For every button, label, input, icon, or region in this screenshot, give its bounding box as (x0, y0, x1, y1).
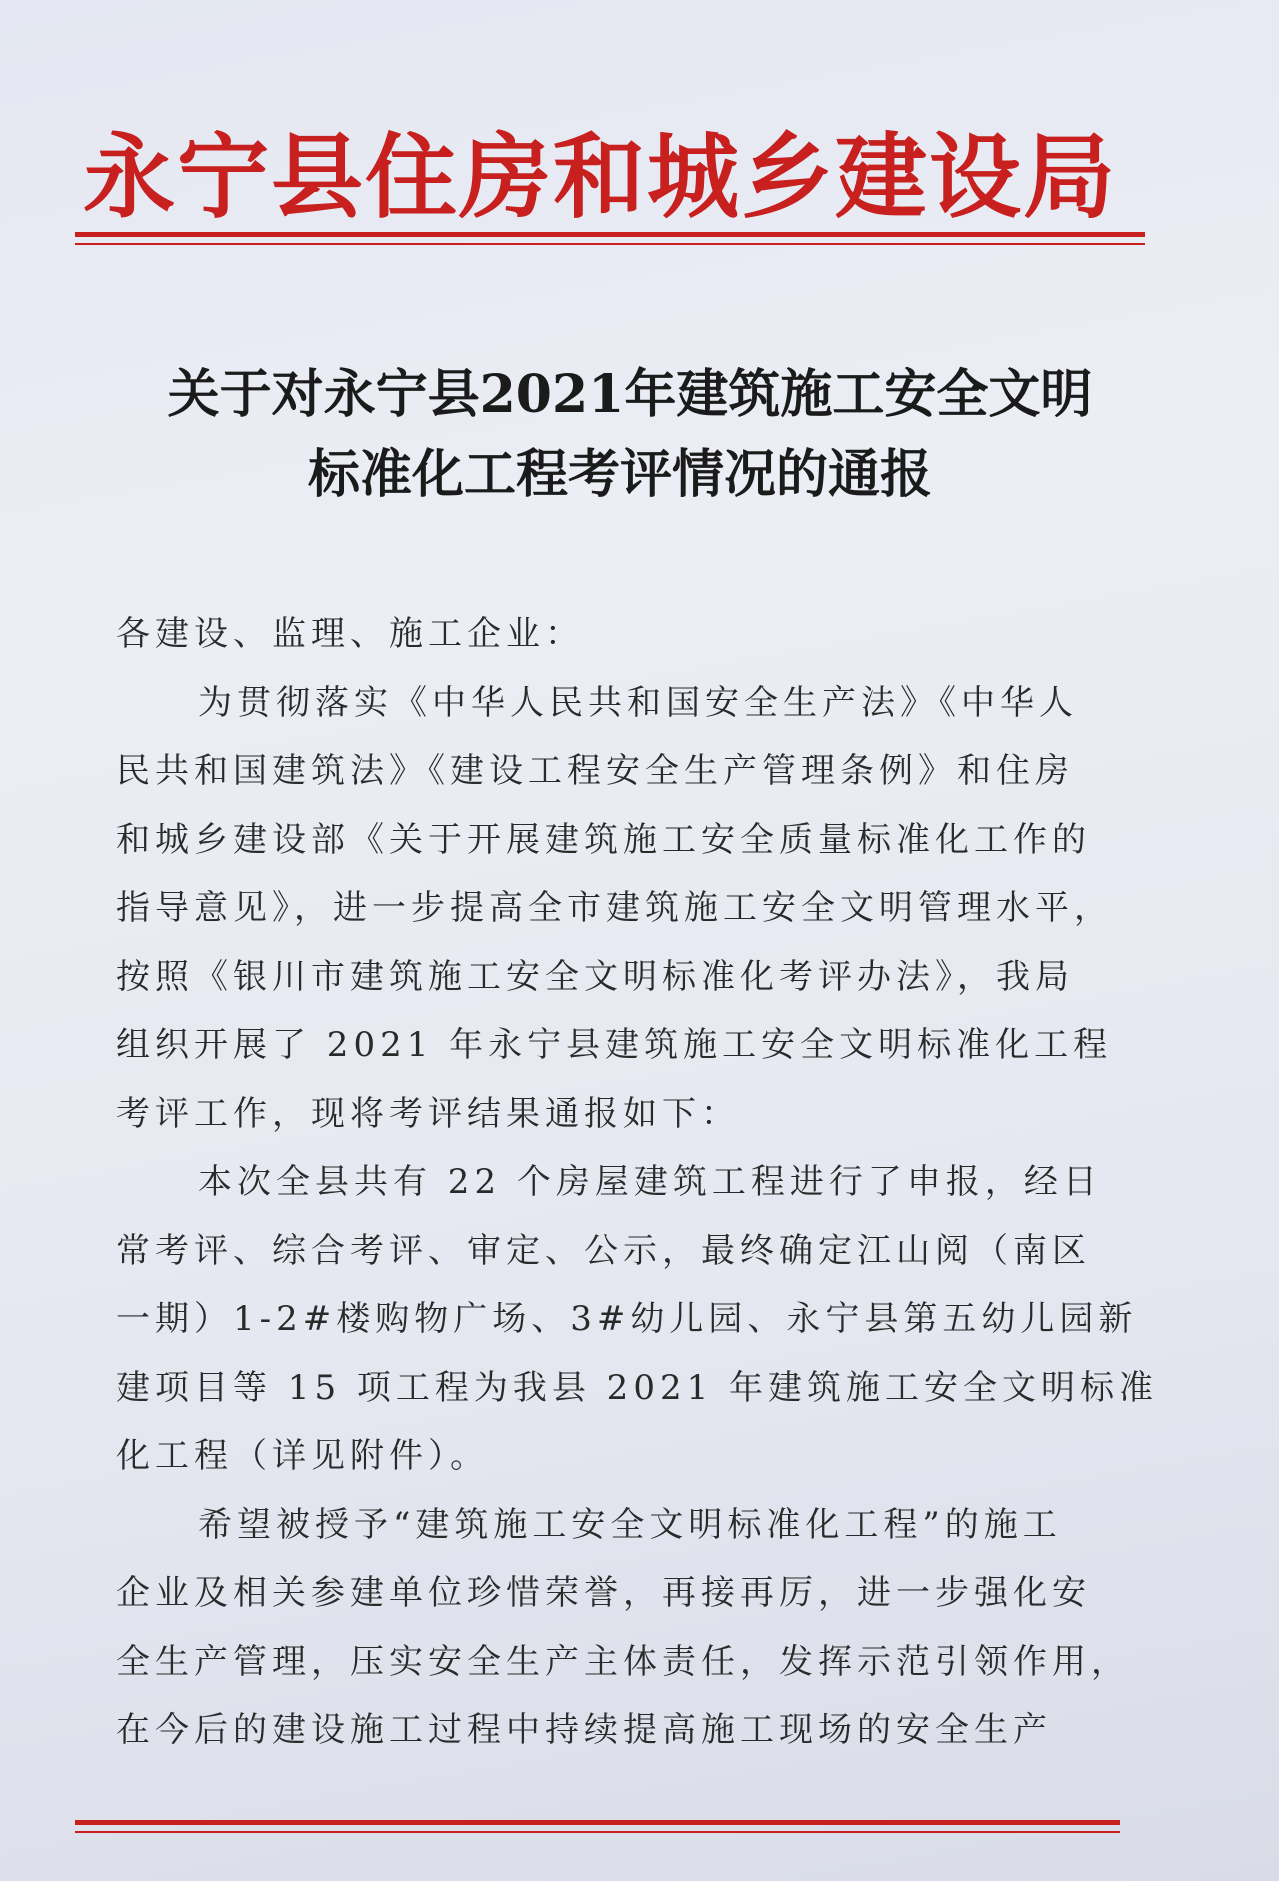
paragraph-1-line: 指导意见》，进一步提高全市建筑施工安全文明管理水平， (116, 888, 1113, 928)
letterhead-red-rule-thick (75, 232, 1145, 237)
paragraph-1-line: 和城乡建设部《关于开展建筑施工安全质量标准化工作的 (116, 819, 1091, 860)
paragraph-3-line: 企业及相关参建单位珍惜荣誉，再接再厉，进一步强化安 (116, 1573, 1091, 1613)
paragraph-3-line: 在今后的建设施工过程中持续提高施工现场的安全生产 (116, 1710, 1052, 1750)
paragraph-2-line: 常考评、综合考评、审定、公示，最终确定江山阅（南区 (116, 1230, 1091, 1271)
paragraph-1-line: 按照《银川市建筑施工安全文明标准化考评办法》，我局 (116, 956, 1074, 997)
paragraph-2-line: 建项目等 15 项工程为我县 2021 年建筑施工安全文明标准 (116, 1367, 1159, 1408)
document-title-line-1: 关于对永宁县2021年建筑施工安全文明 (167, 364, 1093, 425)
footer-red-rule-thin (75, 1831, 1120, 1833)
letterhead-org-name: 永宁县住房和城乡建设局 (82, 124, 1117, 231)
document-body (116, 600, 1159, 1765)
footer-red-rule-thick (75, 1820, 1120, 1825)
paragraph-3-line: 全生产管理，压实安全生产主体责任，发挥示范引领作用， (116, 1641, 1130, 1682)
paragraph-2-line: 化工程（详见附件）。 (116, 1436, 489, 1476)
paragraph-3-line: 希望被授予“建筑施工安全文明标准化工程”的施工 (198, 1504, 1062, 1545)
paragraph-1-line: 民共和国建筑法》《建设工程安全生产管理条例》和住房 (116, 751, 1074, 791)
paragraph-1-line: 考评工作，现将考评结果通报如下： (116, 1093, 740, 1134)
paragraph-2-line: 一期）1-2#楼购物广场、3#幼儿园、永宁县第五幼儿园新 (116, 1299, 1138, 1339)
document-title-line-2: 标准化工程考评情况的通报 (307, 444, 932, 505)
letterhead-red-rule-thin (75, 243, 1145, 245)
paragraph-1-line: 组织开展了 2021 年永宁县建筑施工安全文明标准化工程 (116, 1025, 1113, 1065)
paragraph-2-line: 本次全县共有 22 个房屋建筑工程进行了申报，经日 (198, 1162, 1102, 1202)
salutation: 各建设、监理、施工企业： (116, 614, 584, 654)
paragraph-1-line: 为贯彻落实《中华人民共和国安全生产法》《中华人 (198, 682, 1078, 723)
